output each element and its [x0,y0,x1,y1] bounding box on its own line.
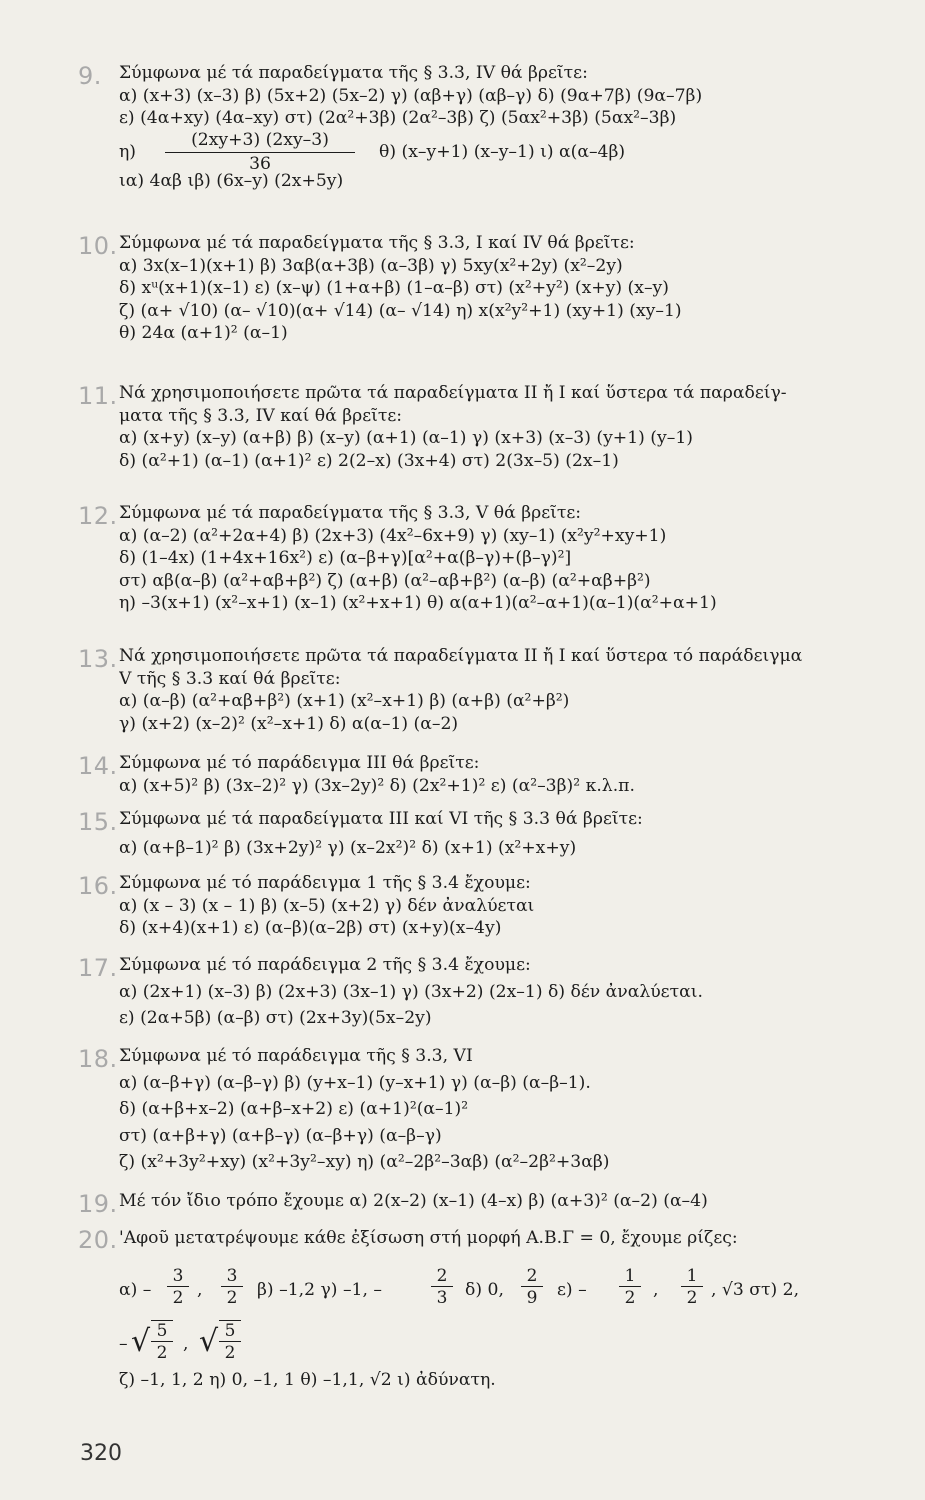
exercise-line: Σύμφωνα μέ τά παραδείγματα τῆς § 3.3, V θά βρεῖτε: [119,503,582,523]
fraction: 1 2 [681,1266,703,1309]
exercise-number: 13. [78,645,118,673]
exercise-number: 18. [78,1045,118,1073]
exercise-line: γ) (x+2) (x–2)² (x²–x+1) δ) α(α–1) (α–2) [119,713,459,734]
exercise-number: 9. [78,62,102,90]
roots-text: β) –1,2 γ) –1, – [257,1280,382,1300]
exercise-line: δ) (α²+1) (α–1) (α+1)² ε) 2(2–x) (3x+4) στ) 2(3x–5) (2x–1) [119,450,619,471]
fraction: 3 2 [167,1266,189,1309]
fraction-denominator: 36 [249,153,271,174]
exercise-15 [78,808,908,859]
roots-text: δ) 0, [465,1280,504,1300]
exercise-line: ζ) (x²+3y²+xy) (x²+3y²–xy) η) (α²–2β²–3αβ) (α²–2β²+3αβ) [119,1152,610,1173]
exercise-line: στ) (α+β+γ) (α+β–γ) (α–β+γ) (α–β–γ) [119,1125,442,1146]
exercise-number: 14. [78,752,118,780]
exercise-line: ματα τῆς § 3.3, IV καί θά βρεῖτε: [119,405,403,426]
fraction: 2 9 [521,1266,543,1309]
exercise-10 [78,232,908,345]
exercise-line: ζ) –1, 1, 2 η) 0, –1, 1 θ) –1,1, √2 ι) ἀδύνατη. [119,1370,496,1390]
exercise-line: V τῆς § 3.3 καί θά βρεῖτε: [119,668,341,689]
exercise-line: α) (2x+1) (x–3) β) (2x+3) (3x–1) γ) (3x+2) (2x–1) δ) δέν ἀναλύεται. [119,981,703,1002]
fraction: 1 2 [619,1266,641,1309]
exercise-line: α) (x+3) (x–3) β) (5x+2) (5x–2) γ) (αβ+γ) (αβ–γ) δ) (9α+7β) (9α–7β) [119,85,703,106]
fraction-line [119,129,908,174]
fraction-line-rest: θ) (x–y+1) (x–y–1) ι) α(α–4β) [379,141,626,162]
exercise-12 [78,502,908,615]
exercise-19 [78,1190,908,1218]
exercise-line: Μέ τόν ἴδιο τρόπο ἔχουμε α) 2(x–2) (x–1) (4–x) β) (α+3)² (α–2) (α–4) [119,1191,708,1211]
exercise-line: α) (α–β) (α²+αβ+β²) (x+1) (x²–x+1) β) (α+β) (α²+β²) [119,691,570,712]
exercise-line: α) (α–β+γ) (α–β–γ) β) (y+x–1) (y–x+1) γ) (α–β) (α–β–1). [119,1072,591,1093]
roots-text: ε) – [557,1280,587,1300]
exercise-16 [78,872,908,940]
exercise-line: ια) 4αβ ιβ) (6x–y) (2x+5y) [119,170,344,191]
exercise-line: θ) 24α (α+1)² (α–1) [119,323,288,344]
sqrt-sign: √ [199,1324,219,1359]
exercise-line: η) –3(x+1) (x²–x+1) (x–1) (x²+x+1) θ) α(α+1)(α²–α+1)(α–1)(α²+α+1) [119,593,717,614]
fraction-bar [165,152,355,153]
exercise-line: α) (x+y) (x–y) (α+β) β) (x–y) (α+1) (α–1) γ) (x+3) (x–3) (y+1) (y–1) [119,428,693,449]
fraction: 3 2 [221,1266,243,1309]
exercise-line: ε) (4α+xy) (4α–xy) στ) (2α²+3β) (2α²–3β) ζ) (5αx²+3β) (5αx²–3β) [119,108,677,129]
exercise-9 [78,62,908,192]
fraction: 5 2 [219,1320,241,1364]
exercise-11 [78,382,908,472]
exercise-13 [78,645,908,735]
exercise-number: 12. [78,502,118,530]
exercise-number: 20. [78,1226,118,1254]
roots-row: – √ 5 2 , √ 5 2 [119,1320,908,1366]
exercise-intro: 'Αφοῦ μετατρέψουμε κάθε ἐξίσωση στή μορφή Α.Β.Γ = 0, ἔχουμε ρίζες: [119,1228,738,1248]
exercise-number: 15. [78,808,118,836]
exercise-17 [78,954,908,1030]
fraction: 5 2 [151,1320,173,1364]
item-label: η) [119,141,137,162]
exercise-line: δ) (α+β+x–2) (α+β–x+2) ε) (α+1)²(α–1)² [119,1099,469,1120]
exercise-line: α) (x – 3) (x – 1) β) (x–5) (x+2) γ) δέν ἀναλύεται [119,895,535,916]
exercise-line: δ) (1–4x) (1+4x+16x²) ε) (α–β+γ)[α²+α(β–γ)+(β–γ)²] [119,548,572,569]
exercise-line: δ) xᵘ(x+1)(x–1) ε) (x–ψ) (1+α+β) (1–α–β) στ) (x²+y²) (x+y) (x–y) [119,278,669,299]
exercise-line: ζ) (α+ √10) (α– √10)(α+ √14) (α– √14) η) x(x²y²+1) (xy+1) (xy–1) [119,300,682,321]
exercise-20 [78,1226,908,1392]
exercise-number: 19. [78,1190,118,1218]
exercise-number: 11. [78,382,118,410]
exercise-line: Νά χρησιμοποιήσετε πρῶτα τά παραδείγματα II ἤ I καί ὕστερα τό παράδειγμα [119,646,803,666]
exercise-line: δ) (x+4)(x+1) ε) (α–β)(α–2β) στ) (x+y)(x–4y) [119,918,502,939]
fraction: 2 3 [431,1266,453,1309]
exercise-line: Σύμφωνα μέ τά παραδείγματα τῆς § 3.3, IV θά βρεῖτε: [119,63,588,83]
exercise-line: Σύμφωνα μέ τό παράδειγμα τῆς § 3.3, VI [119,1046,473,1066]
exercise-number: 10. [78,232,118,260]
roots-text: , √3 στ) 2, [711,1280,800,1300]
exercise-line: Σύμφωνα μέ τό παράδειγμα 1 τῆς § 3.4 ἔχουμε: [119,873,531,893]
exercise-line: Σύμφωνα μέ τά παραδείγματα III καί VI τῆς § 3.3 θά βρεῖτε: [119,809,643,829]
exercise-line: Σύμφωνα μέ τό παράδειγμα III θά βρεῖτε: [119,753,480,773]
sqrt-sign: √ [131,1324,151,1359]
exercise-line: α) (α–2) (α²+2α+4) β) (2x+3) (4x²–6x+9) γ) (xy–1) (x²y²+xy+1) [119,525,667,546]
exercise-line: α) 3x(x–1)(x+1) β) 3αβ(α+3β) (α–3β) γ) 5xy(x²+2y) (x²–2y) [119,255,623,276]
exercise-line: Σύμφωνα μέ τό παράδειγμα 2 τῆς § 3.4 ἔχουμε: [119,955,531,975]
exercise-line: στ) αβ(α–β) (α²+αβ+β²) ζ) (α+β) (α²–αβ+β²) (α–β) (α²+αβ+β²) [119,570,651,591]
exercise-number: 16. [78,872,118,900]
exercise-line: ε) (2α+5β) (α–β) στ) (2x+3y)(5x–2y) [119,1008,432,1029]
exercise-line: α) (x+5)² β) (3x–2)² γ) (3x–2y)² δ) (2x²+1)² ε) (α²–3β)² κ.λ.π. [119,775,635,796]
exercise-18 [78,1045,908,1174]
exercise-line: Σύμφωνα μέ τά παραδείγματα τῆς § 3.3, I καί IV θά βρεῖτε: [119,233,635,253]
exercise-14 [78,752,908,797]
exercise-line: Νά χρησιμοποιήσετε πρῶτα τά παραδείγματα II ἤ I καί ὕστερα τά παραδείγ- [119,383,787,403]
page-number: 320 [80,1441,122,1466]
exercise-line: α) (α+β–1)² β) (3x+2y)² γ) (x–2x²)² δ) (x+1) (x²+x+y) [119,837,577,858]
fraction-numerator: (2xy+3) (2xy–3) [191,129,329,150]
item-label: α) – [119,1280,152,1300]
exercise-number: 17. [78,954,118,982]
roots-row: α) – 3 2 , 3 2 β) –1,2 γ) –1, – 2 3 δ) 0, 2 9 ε) – 1 2 , 1 2 , √3 στ) 2, [119,1266,800,1308]
